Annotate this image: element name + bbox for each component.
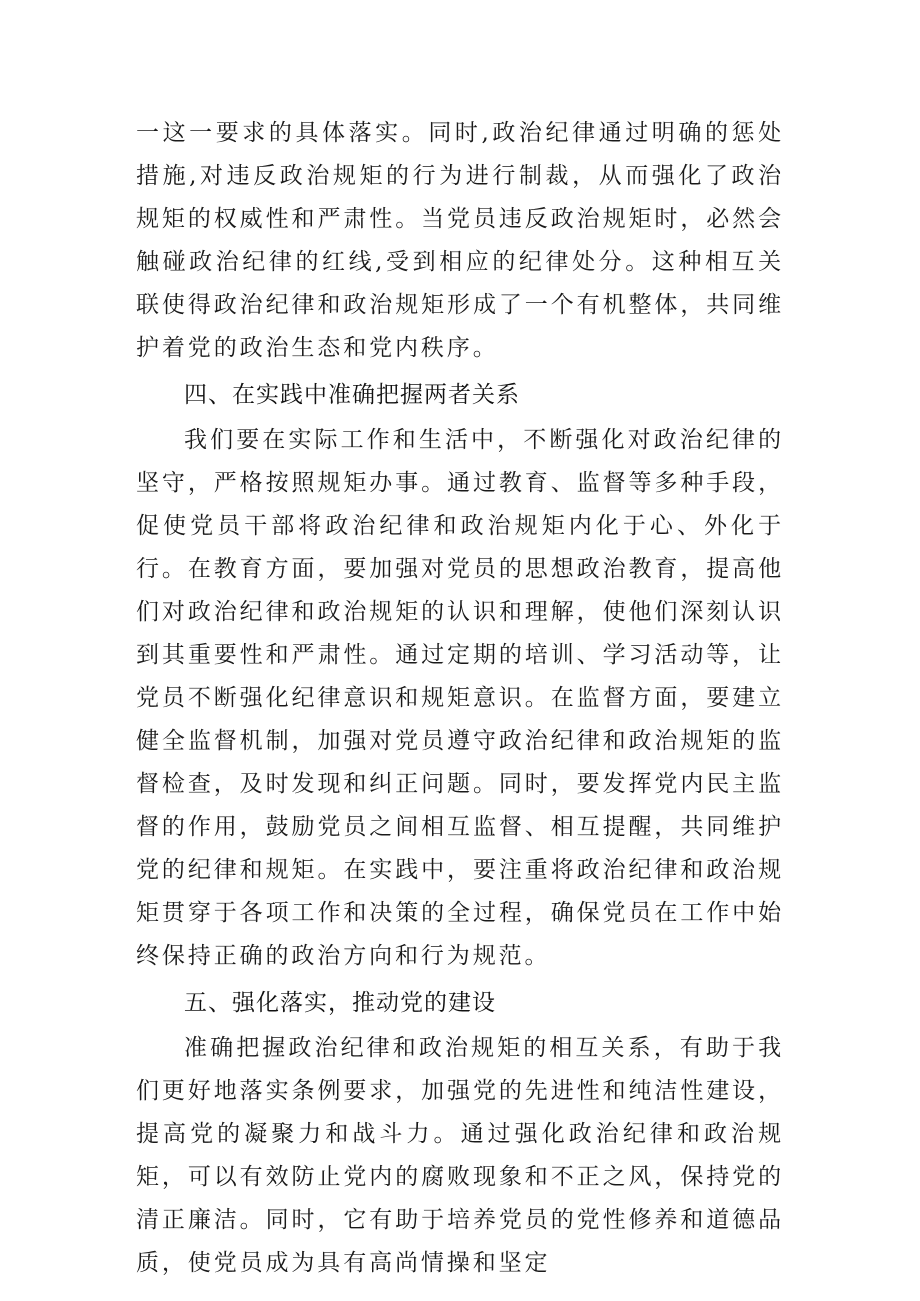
paragraph-section-5: 准确把握政治纪律和政治规矩的相互关系，有助于我们更好地落实条例要求，加强党的先进性和纯洁性建设，提高党的凝聚力和战斗力。通过强化政治纪律和政治规矩，可以有效防止党内的腐败现象和不正之风，保持党的清正廉洁。同时，它有助于培养党员的党性修养和道德品质，使党员成为具有高尚情操和坚定 xyxy=(136,1035,784,1276)
paragraph-section-4: 我们要在实际工作和生活中，不断强化对政治纪律的坚守，严格按照规矩办事。通过教育、监督等多种手段，促使党员干部将政治纪律和政治规矩内化于心、外化于行。在教育方面，要加强对党员的思想政治教育，提高他们对政治纪律和政治规矩的认识和理解，使他们深刻认识到其重要性和严肃性。通过定期的培训、学习活动等，让党员不断强化纪律意识和规矩意识。在监督方面，要建立健全监督机制，加强对党员遵守政治纪律和政治规矩的监督检查，及时发现和纠正问题。同时，要发挥党内民主监督的作用，鼓励党员之间相互监督、相互提醒，共同维护党的纪律和规矩。在实践中，要注重将政治纪律和政治规矩贯穿于各项工作和决策的全过程，确保党员在工作中始终保持正确的政治方向和行为规范。 xyxy=(136,427,784,969)
document-body xyxy=(136,112,784,1285)
section-heading-4: 四、在实践中准确把握两者关系 xyxy=(184,382,520,408)
paragraph-continued: 一这一要求的具体落实。同时,政治纪律通过明确的惩处措施,对违反政治规矩的行为进行制裁，从而强化了政治规矩的权威性和严肃性。当党员违反政治规矩时，必然会触碰政治纪律的红线,受到相应的纪律处分。这种相互关联使得政治纪律和政治规矩形成了一个有机整体，共同维护着党的政治生态和党内秩序。 xyxy=(136,120,784,361)
section-heading-5: 五、强化落实，推动党的建设 xyxy=(184,990,496,1016)
